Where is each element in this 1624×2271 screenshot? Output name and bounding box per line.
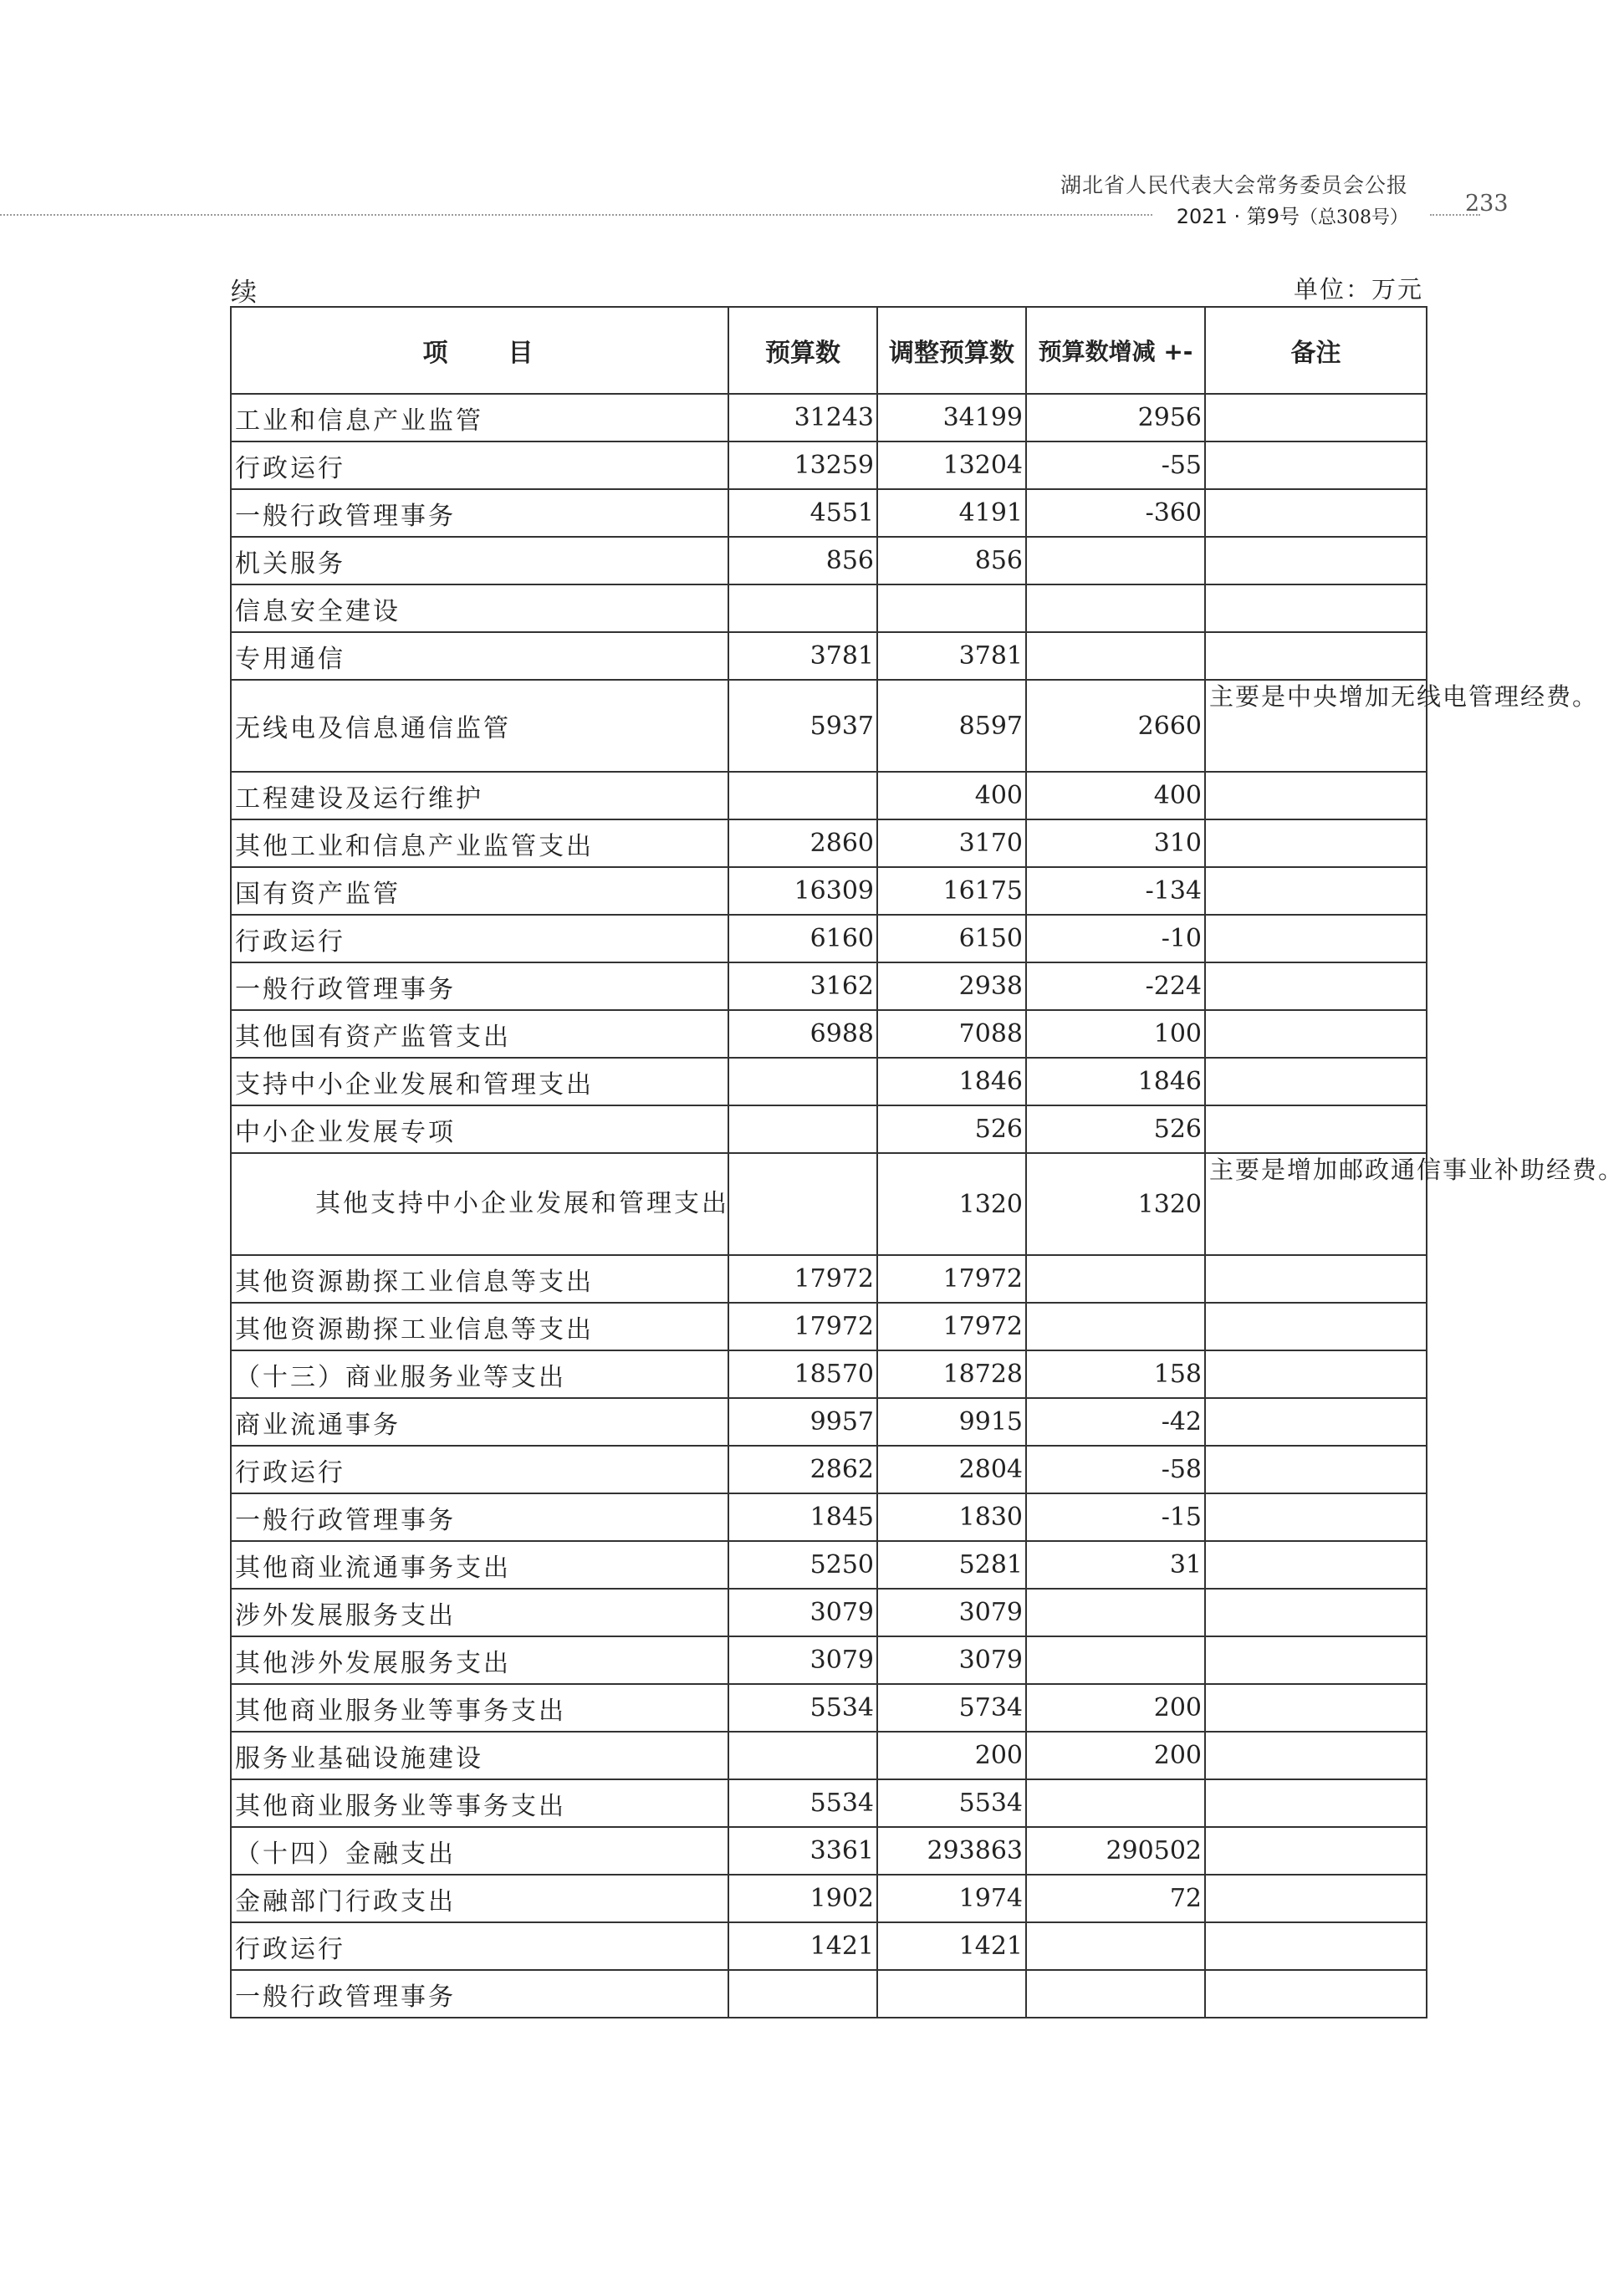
row-adjusted: 7088	[877, 1010, 1026, 1058]
row-item: 其他工业和信息产业监管支出	[231, 819, 728, 867]
row-adjusted: 5734	[877, 1684, 1026, 1732]
row-adjusted	[877, 584, 1026, 632]
row-change: -360	[1026, 489, 1205, 537]
row-note	[1205, 1303, 1427, 1350]
table-row	[231, 1398, 1427, 1446]
row-item: 其他资源勘探工业信息等支出	[231, 1303, 728, 1350]
row-budget: 31243	[728, 394, 877, 441]
issue-total: （总308号）	[1300, 207, 1408, 228]
row-budget	[728, 1153, 877, 1255]
row-adjusted: 400	[877, 772, 1026, 819]
row-note	[1205, 394, 1427, 441]
table-row	[231, 867, 1427, 915]
row-budget: 4551	[728, 489, 877, 537]
row-change: 100	[1026, 1010, 1205, 1058]
row-item	[231, 1153, 728, 1255]
table-row	[231, 1779, 1427, 1827]
row-item: 其他资源勘探工业信息等支出	[231, 1255, 728, 1303]
row-budget: 1845	[728, 1493, 877, 1541]
row-item: 其他商业流通事务支出	[231, 1541, 728, 1589]
row-change	[1026, 1922, 1205, 1970]
row-note	[1205, 632, 1427, 680]
row-item: 专用通信	[231, 632, 728, 680]
table-row	[231, 1541, 1427, 1589]
row-budget	[728, 1970, 877, 2018]
row-budget	[728, 1732, 877, 1779]
row-budget: 6988	[728, 1010, 877, 1058]
row-change: 400	[1026, 772, 1205, 819]
row-adjusted: 3079	[877, 1636, 1026, 1684]
row-budget	[728, 772, 877, 819]
row-budget: 3361	[728, 1827, 877, 1875]
row-budget: 3079	[728, 1636, 877, 1684]
row-note	[1205, 1636, 1427, 1684]
col-header-item: 项 目	[231, 307, 728, 394]
table-row	[231, 680, 1427, 772]
row-change	[1026, 1589, 1205, 1636]
row-adjusted: 13204	[877, 441, 1026, 489]
row-item: 商业流通事务	[231, 1398, 728, 1446]
row-item: 一般行政管理事务	[231, 1493, 728, 1541]
issue-number	[1177, 200, 1408, 229]
journal-name: 湖北省人民代表大会常务委员会公报	[1060, 173, 1408, 197]
table-row	[231, 584, 1427, 632]
row-adjusted: 9915	[877, 1398, 1026, 1446]
table-row	[231, 1446, 1427, 1493]
table-row	[231, 962, 1427, 1010]
row-budget: 5250	[728, 1541, 877, 1589]
row-adjusted: 34199	[877, 394, 1026, 441]
row-item: 机关服务	[231, 537, 728, 584]
row-item: 服务业基础设施建设	[231, 1732, 728, 1779]
row-change: -134	[1026, 867, 1205, 915]
table-row	[231, 1105, 1427, 1153]
row-budget: 1902	[728, 1875, 877, 1922]
table-row	[231, 1827, 1427, 1875]
row-adjusted: 1846	[877, 1058, 1026, 1105]
row-note	[1205, 1732, 1427, 1779]
row-note: 主要是增加邮政通信事业补助经费。	[1205, 1153, 1427, 1255]
row-note	[1205, 1970, 1427, 2018]
table-row	[231, 915, 1427, 962]
row-note	[1205, 537, 1427, 584]
row-change: -10	[1026, 915, 1205, 962]
row-adjusted: 5281	[877, 1541, 1026, 1589]
row-item: 行政运行	[231, 915, 728, 962]
table-row	[231, 1350, 1427, 1398]
row-item: 工业和信息产业监管	[231, 394, 728, 441]
row-adjusted: 3781	[877, 632, 1026, 680]
row-note	[1205, 1922, 1427, 1970]
row-item: 支持中小企业发展和管理支出	[231, 1058, 728, 1105]
row-adjusted: 2804	[877, 1446, 1026, 1493]
row-note	[1205, 1684, 1427, 1732]
row-note	[1205, 1105, 1427, 1153]
row-change: 31	[1026, 1541, 1205, 1589]
col-header-note: 备注	[1205, 307, 1427, 394]
row-change: 200	[1026, 1684, 1205, 1732]
table-row	[231, 1684, 1427, 1732]
row-adjusted: 1974	[877, 1875, 1026, 1922]
row-adjusted: 17972	[877, 1255, 1026, 1303]
row-adjusted: 3079	[877, 1589, 1026, 1636]
row-adjusted: 4191	[877, 489, 1026, 537]
row-note	[1205, 1010, 1427, 1058]
row-budget	[728, 584, 877, 632]
table-row	[231, 1010, 1427, 1058]
row-budget: 5534	[728, 1684, 877, 1732]
table-row	[231, 1732, 1427, 1779]
row-adjusted: 200	[877, 1732, 1026, 1779]
row-change: -224	[1026, 962, 1205, 1010]
row-budget: 5937	[728, 680, 877, 772]
row-note	[1205, 1058, 1427, 1105]
table-row	[231, 1589, 1427, 1636]
table-row	[231, 489, 1427, 537]
table-header-row	[231, 307, 1427, 394]
row-item: 其他商业服务业等事务支出	[231, 1684, 728, 1732]
row-item: 工程建设及运行维护	[231, 772, 728, 819]
row-budget: 17972	[728, 1303, 877, 1350]
row-adjusted: 16175	[877, 867, 1026, 915]
row-change	[1026, 584, 1205, 632]
row-budget: 5534	[728, 1779, 877, 1827]
row-adjusted: 1320	[877, 1153, 1026, 1255]
page-number: 233	[1465, 191, 1509, 217]
row-note	[1205, 772, 1427, 819]
row-change	[1026, 1636, 1205, 1684]
row-adjusted: 18728	[877, 1350, 1026, 1398]
row-adjusted: 293863	[877, 1827, 1026, 1875]
header-dotted-rule	[0, 214, 1152, 216]
row-change: 2660	[1026, 680, 1205, 772]
page-header	[0, 0, 1606, 251]
table-row	[231, 1303, 1427, 1350]
row-note	[1205, 1446, 1427, 1493]
table-row	[231, 1153, 1427, 1255]
col-header-change: 预算数增减 +-	[1026, 307, 1205, 394]
row-item: 行政运行	[231, 1446, 728, 1493]
row-budget: 1421	[728, 1922, 877, 1970]
row-item: 中小企业发展专项	[231, 1105, 728, 1153]
row-adjusted: 5534	[877, 1779, 1026, 1827]
table-row	[231, 632, 1427, 680]
row-budget: 17972	[728, 1255, 877, 1303]
row-budget: 16309	[728, 867, 877, 915]
row-note	[1205, 489, 1427, 537]
row-change: -55	[1026, 441, 1205, 489]
table-row	[231, 1493, 1427, 1541]
row-note	[1205, 1589, 1427, 1636]
row-item: 无线电及信息通信监管	[231, 680, 728, 772]
row-change	[1026, 1255, 1205, 1303]
row-budget: 3079	[728, 1589, 877, 1636]
row-adjusted: 8597	[877, 680, 1026, 772]
row-note	[1205, 819, 1427, 867]
row-budget: 13259	[728, 441, 877, 489]
row-note: 主要是中央增加无线电管理经费。	[1205, 680, 1427, 772]
issue-label: 2021 · 第9号	[1176, 205, 1300, 228]
row-note	[1205, 915, 1427, 962]
row-item: 国有资产监管	[231, 867, 728, 915]
row-change: 1846	[1026, 1058, 1205, 1105]
unit-label: 单位：万元	[1293, 275, 1423, 304]
row-change: 200	[1026, 1732, 1205, 1779]
row-item: 行政运行	[231, 1922, 728, 1970]
row-item: 一般行政管理事务	[231, 489, 728, 537]
row-note	[1205, 1541, 1427, 1589]
row-item: 涉外发展服务支出	[231, 1589, 728, 1636]
row-change: 290502	[1026, 1827, 1205, 1875]
row-adjusted: 6150	[877, 915, 1026, 962]
row-change: 310	[1026, 819, 1205, 867]
row-adjusted: 526	[877, 1105, 1026, 1153]
row-note	[1205, 1398, 1427, 1446]
row-adjusted: 1421	[877, 1922, 1026, 1970]
row-item: 其他国有资产监管支出	[231, 1010, 728, 1058]
row-note	[1205, 1827, 1427, 1875]
table-row	[231, 1922, 1427, 1970]
row-note	[1205, 962, 1427, 1010]
row-budget: 856	[728, 537, 877, 584]
row-change	[1026, 1970, 1205, 2018]
row-budget	[728, 1058, 877, 1105]
row-change: 72	[1026, 1875, 1205, 1922]
row-budget: 2860	[728, 819, 877, 867]
row-adjusted: 3170	[877, 819, 1026, 867]
row-item: 一般行政管理事务	[231, 962, 728, 1010]
table-row	[231, 1636, 1427, 1684]
budget-table	[230, 306, 1624, 2018]
col-header-adjusted: 调整预算数	[877, 307, 1026, 394]
row-note	[1205, 1493, 1427, 1541]
row-change	[1026, 1779, 1205, 1827]
table-row	[231, 772, 1427, 819]
row-adjusted: 2938	[877, 962, 1026, 1010]
issue-line	[0, 200, 1606, 228]
row-budget: 18570	[728, 1350, 877, 1398]
table-row	[231, 537, 1427, 584]
row-item: （十三）商业服务业等支出	[231, 1350, 728, 1398]
row-budget: 2862	[728, 1446, 877, 1493]
row-item: 其他商业服务业等事务支出	[231, 1779, 728, 1827]
row-item: （十四）金融支出	[231, 1827, 728, 1875]
row-note	[1205, 1875, 1427, 1922]
table-row	[231, 1970, 1427, 2018]
row-change: 526	[1026, 1105, 1205, 1153]
row-note	[1205, 584, 1427, 632]
row-change: -15	[1026, 1493, 1205, 1541]
row-change: -58	[1026, 1446, 1205, 1493]
row-change	[1026, 632, 1205, 680]
row-budget	[728, 1105, 877, 1153]
row-adjusted: 1830	[877, 1493, 1026, 1541]
row-budget: 3781	[728, 632, 877, 680]
row-note	[1205, 1350, 1427, 1398]
table-row	[231, 819, 1427, 867]
row-item: 行政运行	[231, 441, 728, 489]
row-change: 158	[1026, 1350, 1205, 1398]
row-budget: 6160	[728, 915, 877, 962]
table-row	[231, 1058, 1427, 1105]
continued-label: 续	[231, 278, 257, 308]
col-header-budget: 预算数	[728, 307, 877, 394]
row-item: 信息安全建设	[231, 584, 728, 632]
row-note	[1205, 441, 1427, 489]
table-row	[231, 1875, 1427, 1922]
row-change: 2956	[1026, 394, 1205, 441]
row-adjusted: 17972	[877, 1303, 1026, 1350]
row-item-text: 其他支持中小企业发展和管理支出	[315, 1189, 729, 1218]
row-item: 金融部门行政支出	[231, 1875, 728, 1922]
row-note	[1205, 867, 1427, 915]
row-item: 其他涉外发展服务支出	[231, 1636, 728, 1684]
row-adjusted	[877, 1970, 1026, 2018]
table-row	[231, 441, 1427, 489]
table-row	[231, 1255, 1427, 1303]
row-budget: 9957	[728, 1398, 877, 1446]
row-item: 一般行政管理事务	[231, 1970, 728, 2018]
row-change: -42	[1026, 1398, 1205, 1446]
row-note	[1205, 1255, 1427, 1303]
row-change	[1026, 1303, 1205, 1350]
row-adjusted: 856	[877, 537, 1026, 584]
table-row	[231, 394, 1427, 441]
row-change: 1320	[1026, 1153, 1205, 1255]
row-note	[1205, 1779, 1427, 1827]
row-change	[1026, 537, 1205, 584]
row-budget: 3162	[728, 962, 877, 1010]
